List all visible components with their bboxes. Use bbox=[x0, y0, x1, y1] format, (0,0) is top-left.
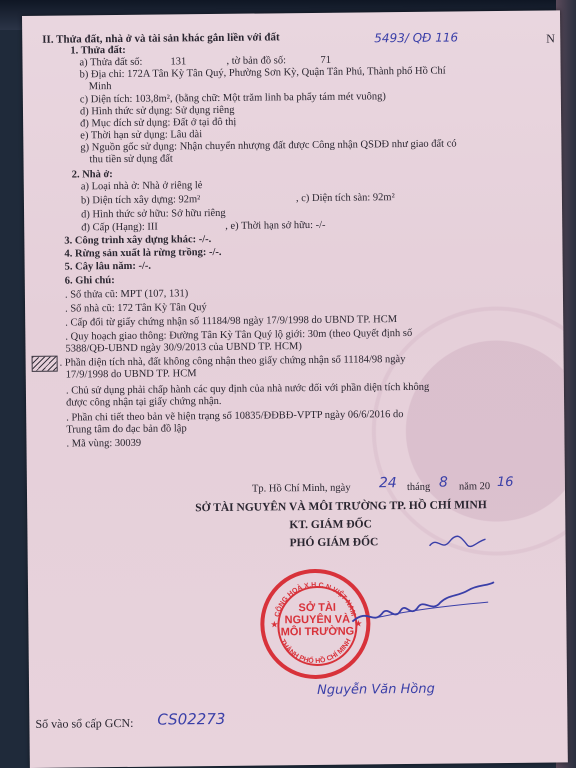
page-edge-mark: N bbox=[546, 31, 556, 46]
date-month-label: tháng bbox=[406, 481, 431, 493]
date-year-suffix: 16 bbox=[496, 474, 514, 491]
land-use-term: e) Thời hạn sử dụng: Lâu dài bbox=[80, 129, 203, 142]
section-title: II. Thửa đất, nhà ở và tài sản khác gắn liền với đất bbox=[42, 31, 280, 46]
house-floor-area: , c) Diện tích sàn: 92m² bbox=[295, 192, 395, 205]
planted-forest: 4. Rừng sản xuất là rừng trồng: -/-. bbox=[64, 246, 222, 260]
land-use-form: d) Hình thức sử dụng: Sử dụng riêng bbox=[79, 104, 235, 118]
land-address: b) Địa chỉ: 172A Tân Kỳ Tân Quý, Phường Sơn Kỳ, Quận Tân Phú, Thành phố Hồ Chí bbox=[79, 65, 446, 81]
land-use-purpose: đ) Mục đích sử dụng: Đất ở tại đô thị bbox=[80, 116, 237, 130]
land-parcel-value: 131 bbox=[170, 56, 187, 68]
house-heading: 2. Nhà ở: bbox=[71, 169, 113, 181]
date-day: 24 bbox=[378, 475, 397, 492]
initial-mark bbox=[427, 531, 487, 556]
land-parcel-label: a) Thửa đất số: bbox=[79, 56, 143, 69]
land-address-cont: Minh bbox=[88, 81, 112, 93]
deputy-director: PHÓ GIÁM ĐỐC bbox=[289, 536, 379, 550]
note-region-code: . Mã vùng: 30039 bbox=[66, 437, 142, 450]
note-unrecognized-cont: 17/9/1998 do UBND TP. HCM bbox=[65, 368, 197, 381]
top-handwritten-number: 5493/ QĐ 116 bbox=[374, 30, 459, 46]
house-grade: đ) Cấp (Hạng): III bbox=[81, 221, 158, 234]
land-map-label: , tờ bản đồ số: bbox=[226, 55, 287, 67]
certificate-page bbox=[22, 10, 568, 768]
stamp-star-icon: ★ bbox=[354, 618, 363, 629]
signer-name: Nguyễn Văn Hồng bbox=[317, 681, 435, 698]
note-unrecognized: . Phần diện tích nhà, đất không công nhận theo giấy chứng nhận số 11184/98 ngày bbox=[59, 354, 406, 369]
notes-heading: 6. Ghi chú: bbox=[64, 275, 115, 287]
stamp-star-icon: ★ bbox=[270, 619, 279, 630]
note-reissue: . Cấp đổi từ giấy chứng nhận số 11184/98 ngày 17/9/1998 do UBND TP. HCM bbox=[65, 314, 398, 329]
stamp-ring-bottom: THÀNH PHỐ HỒ CHÍ MINH bbox=[278, 637, 353, 666]
note-old-house: . Số nhà cũ: 172 Tân Kỳ Tân Quý bbox=[65, 302, 207, 315]
stamp-ring-top: CỘNG HOÀ X.H.C.N VIỆT NAM bbox=[274, 581, 357, 618]
register-number: CS02273 bbox=[157, 709, 226, 729]
other-structures: 3. Công trình xây dựng khác: -/-. bbox=[64, 234, 212, 247]
note-compliance: . Chủ sử dụng phải chấp hành các quy định của nhà nước đối với phần diện tích không bbox=[65, 381, 430, 397]
date-month: 8 bbox=[438, 474, 448, 491]
date-year-label: năm 20 bbox=[458, 481, 491, 493]
house-term: , e) Thời hạn sở hữu: -/- bbox=[225, 219, 326, 232]
perennial-trees: 5. Cây lâu năm: -/-. bbox=[64, 260, 152, 273]
land-map-value: 71 bbox=[320, 54, 332, 66]
land-origin: g) Nguồn gốc sử dụng: Nhận chuyển nhượng đất được Công nhận QSDĐ như giao đất có bbox=[80, 138, 457, 154]
note-planning: . Quy hoạch giao thông: Đường Tân Kỳ Tân Quý lộ giới: 30m (theo Quyết định số bbox=[65, 327, 413, 343]
house-ownership: d) Hình thức sở hữu: Sở hữu riêng bbox=[81, 207, 226, 221]
director-signature bbox=[348, 576, 499, 638]
land-origin-cont: thu tiền sử dụng đất bbox=[89, 153, 173, 166]
land-heading: 1. Thửa đất: bbox=[70, 44, 126, 57]
note-drawing-cont: Trung tâm đo đạc bản đồ lập bbox=[66, 423, 187, 436]
for-director: KT. GIÁM ĐỐC bbox=[289, 518, 372, 532]
note-planning-cont: 5388/QĐ-UBND ngày 30/9/2013 của UBND TP. HCM) bbox=[65, 341, 302, 355]
house-type: a) Loại nhà ở: Nhà ở riêng lẻ bbox=[80, 180, 203, 193]
hatch-legend-icon bbox=[32, 356, 58, 372]
house-build-area: b) Diện tích xây dựng: 92m² bbox=[80, 194, 201, 207]
land-area: c) Diện tích: 103,8m², (bằng chữ: Một trăm linh ba phẩy tám mét vuông) bbox=[79, 91, 386, 106]
note-old-parcel: . Số thửa cũ: MPT (107, 131) bbox=[64, 288, 189, 301]
date-prefix: Tp. Hồ Chí Minh, ngày bbox=[251, 482, 351, 495]
stamp-inner-ring bbox=[277, 586, 358, 667]
stamp-center-text: SỞ TÀI NGUYÊN VÀ MÔI TRƯỜNG bbox=[280, 601, 355, 639]
issuing-org: SỞ TÀI NGUYÊN VÀ MÔI TRƯỜNG TP. HỒ CHÍ MINH bbox=[195, 499, 487, 515]
register-label: Số vào sổ cấp GCN: bbox=[35, 715, 134, 731]
note-compliance-cont: được công nhận tại giấy chứng nhận. bbox=[65, 395, 222, 409]
note-drawing: . Phần chi tiết theo bản vẽ hiện trạng số 10835/ĐĐBĐ-VPTP ngày 06/6/2016 do bbox=[66, 409, 404, 424]
